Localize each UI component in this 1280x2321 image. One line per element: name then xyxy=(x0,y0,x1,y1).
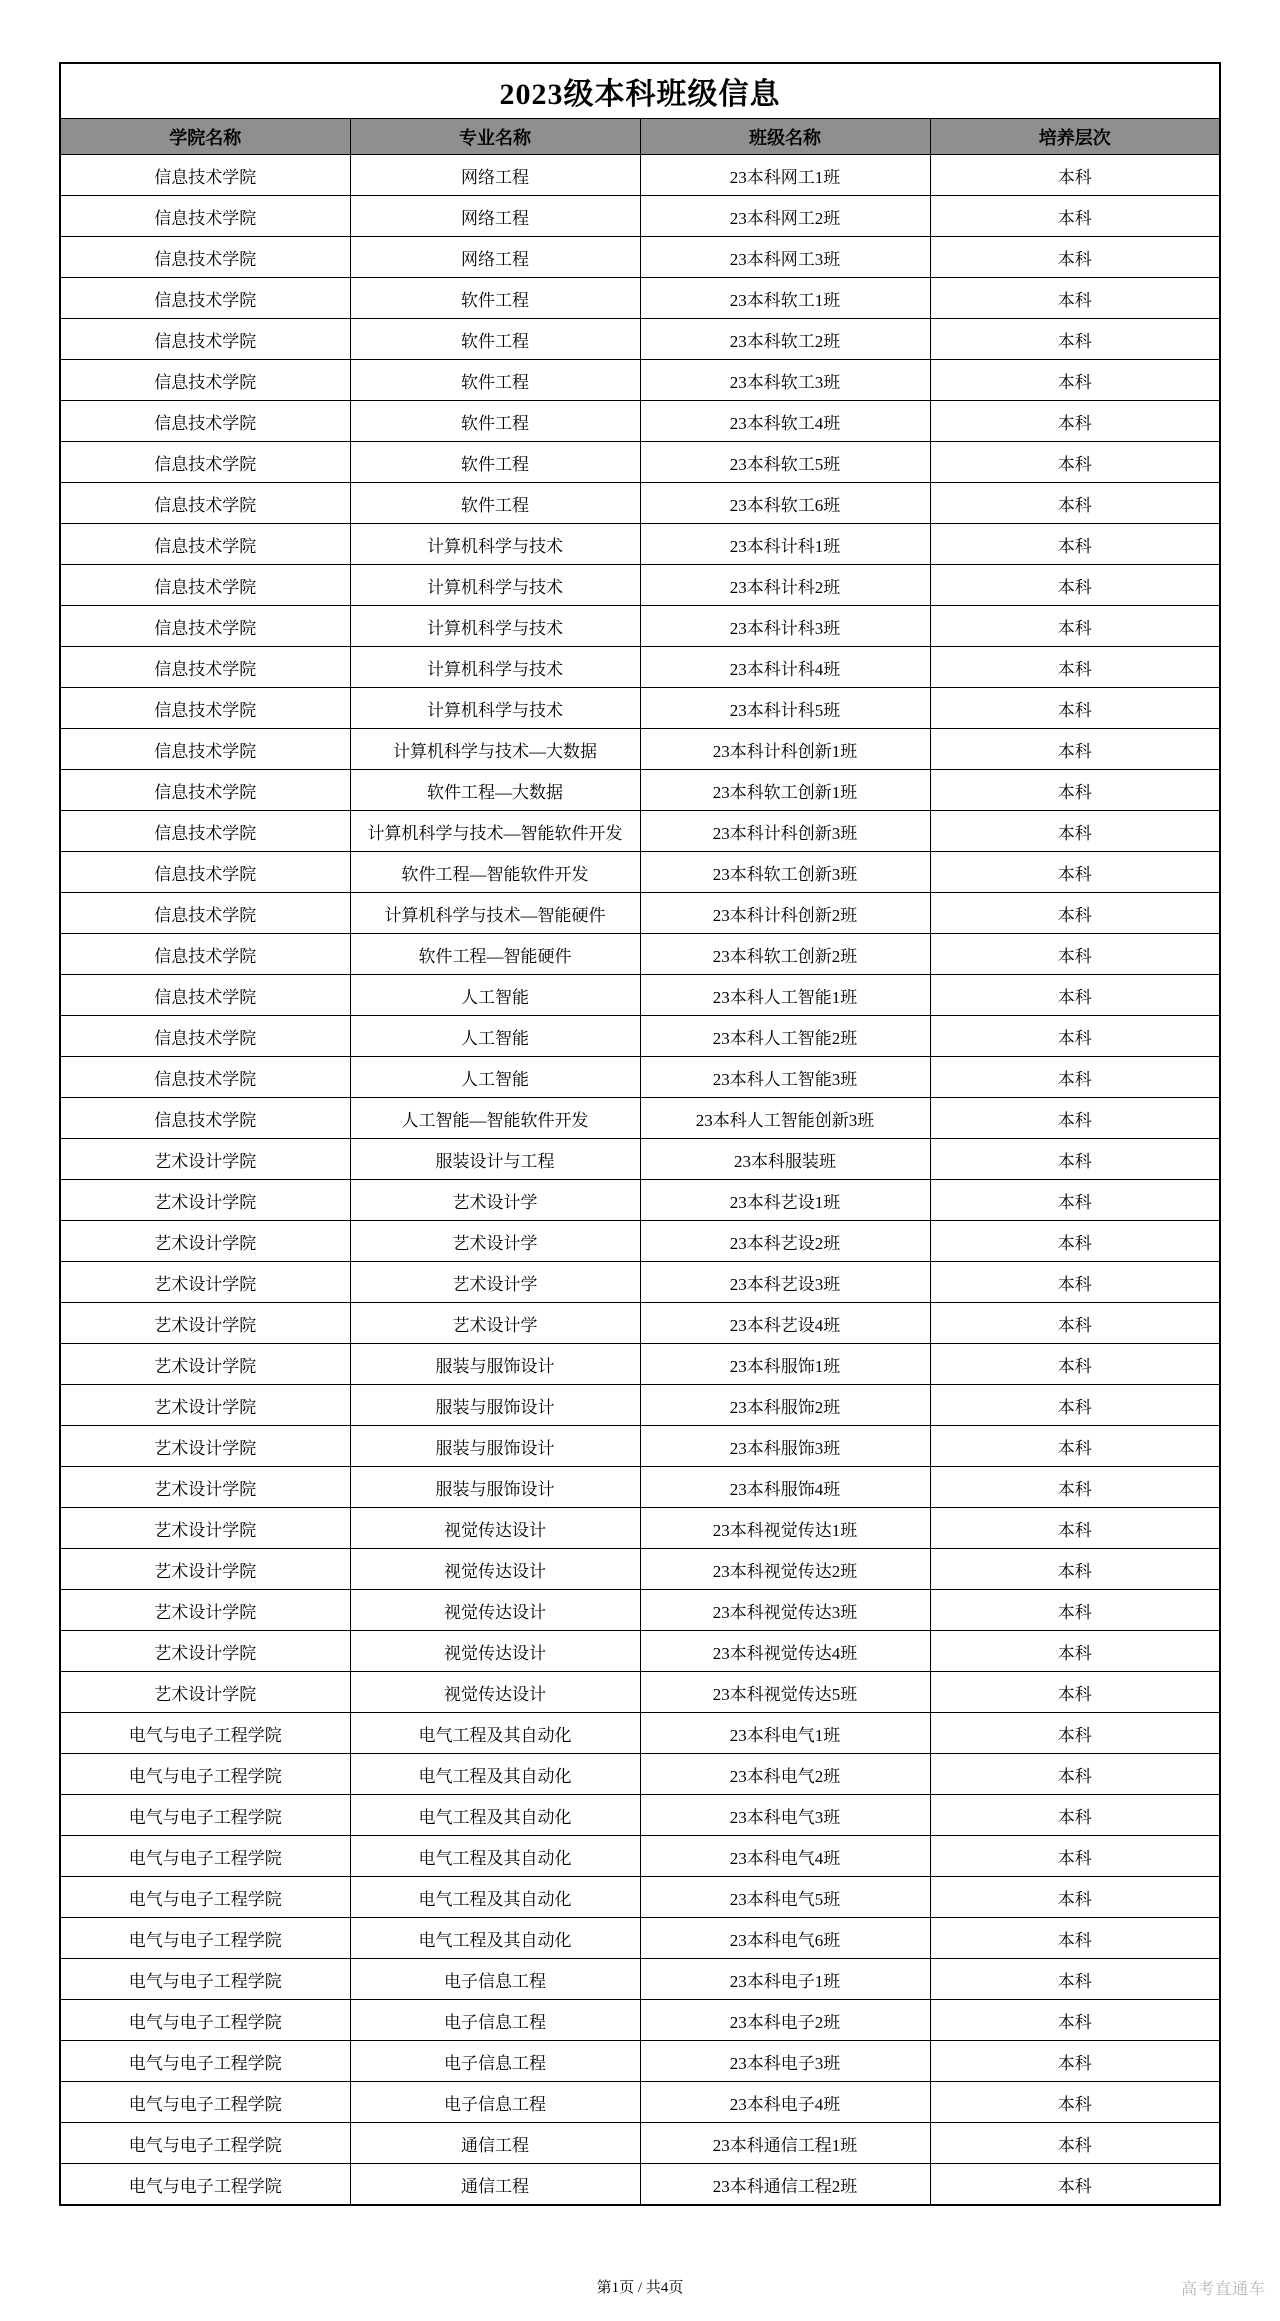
table-cell: 电气工程及其自动化 xyxy=(350,1754,640,1795)
table-cell: 本科 xyxy=(930,442,1220,483)
table-cell: 电气与电子工程学院 xyxy=(60,2082,350,2123)
table-cell: 23本科服饰3班 xyxy=(640,1426,930,1467)
table-cell: 艺术设计学院 xyxy=(60,1221,350,1262)
table-cell: 本科 xyxy=(930,1590,1220,1631)
table-row xyxy=(60,893,1220,934)
table-cell: 本科 xyxy=(930,893,1220,934)
table-cell: 艺术设计学院 xyxy=(60,1467,350,1508)
table-cell: 23本科软工3班 xyxy=(640,360,930,401)
table-cell: 23本科服饰4班 xyxy=(640,1467,930,1508)
table-cell: 电气与电子工程学院 xyxy=(60,1959,350,2000)
table-cell: 计算机科学与技术 xyxy=(350,524,640,565)
table-cell: 本科 xyxy=(930,1549,1220,1590)
table-row xyxy=(60,1549,1220,1590)
table-cell: 电气与电子工程学院 xyxy=(60,2041,350,2082)
table-cell: 本科 xyxy=(930,1180,1220,1221)
table-cell: 本科 xyxy=(930,1713,1220,1754)
table-cell: 本科 xyxy=(930,1754,1220,1795)
table-cell: 电气工程及其自动化 xyxy=(350,1877,640,1918)
table-cell: 本科 xyxy=(930,2041,1220,2082)
table-row xyxy=(60,1303,1220,1344)
header-row xyxy=(60,119,1220,155)
table-cell: 23本科软工创新1班 xyxy=(640,770,930,811)
table-row xyxy=(60,1877,1220,1918)
table-row xyxy=(60,1344,1220,1385)
table-cell: 本科 xyxy=(930,1344,1220,1385)
table-row xyxy=(60,770,1220,811)
table-cell: 23本科服饰2班 xyxy=(640,1385,930,1426)
table-cell: 电气与电子工程学院 xyxy=(60,2123,350,2164)
table-cell: 23本科电子2班 xyxy=(640,2000,930,2041)
table-cell: 23本科计科创新1班 xyxy=(640,729,930,770)
table-cell: 软件工程 xyxy=(350,360,640,401)
table-cell: 计算机科学与技术 xyxy=(350,647,640,688)
table-cell: 电气与电子工程学院 xyxy=(60,1754,350,1795)
table-row xyxy=(60,155,1220,196)
table-cell: 信息技术学院 xyxy=(60,893,350,934)
table-cell: 23本科视觉传达5班 xyxy=(640,1672,930,1713)
table-cell: 23本科人工智能1班 xyxy=(640,975,930,1016)
table-row xyxy=(60,852,1220,893)
table-cell: 电子信息工程 xyxy=(350,2041,640,2082)
table-cell: 本科 xyxy=(930,770,1220,811)
table-cell: 电子信息工程 xyxy=(350,1959,640,2000)
table-cell: 23本科艺设1班 xyxy=(640,1180,930,1221)
table-row xyxy=(60,2082,1220,2123)
table-cell: 信息技术学院 xyxy=(60,975,350,1016)
table-cell: 23本科艺设4班 xyxy=(640,1303,930,1344)
table-cell: 本科 xyxy=(930,1139,1220,1180)
table-cell: 信息技术学院 xyxy=(60,1057,350,1098)
table-cell: 艺术设计学院 xyxy=(60,1590,350,1631)
table-cell: 本科 xyxy=(930,2000,1220,2041)
table-row xyxy=(60,2000,1220,2041)
table-cell: 艺术设计学院 xyxy=(60,1139,350,1180)
table-cell: 艺术设计学 xyxy=(350,1221,640,1262)
table-cell: 本科 xyxy=(930,606,1220,647)
table-cell: 信息技术学院 xyxy=(60,1016,350,1057)
table-row xyxy=(60,1672,1220,1713)
table-body xyxy=(60,155,1220,2206)
table-cell: 本科 xyxy=(930,1795,1220,1836)
table-row xyxy=(60,2041,1220,2082)
table-cell: 本科 xyxy=(930,1016,1220,1057)
table-row xyxy=(60,1918,1220,1959)
table-row xyxy=(60,1385,1220,1426)
table-cell: 本科 xyxy=(930,360,1220,401)
table-cell: 网络工程 xyxy=(350,155,640,196)
table-cell: 视觉传达设计 xyxy=(350,1549,640,1590)
table-cell: 艺术设计学院 xyxy=(60,1426,350,1467)
table-cell: 软件工程 xyxy=(350,278,640,319)
table-cell: 本科 xyxy=(930,237,1220,278)
table-row xyxy=(60,1139,1220,1180)
table-row xyxy=(60,1221,1220,1262)
table-cell: 电气工程及其自动化 xyxy=(350,1836,640,1877)
table-cell: 23本科计科创新3班 xyxy=(640,811,930,852)
table-cell: 网络工程 xyxy=(350,196,640,237)
table-cell: 23本科软工2班 xyxy=(640,319,930,360)
table-cell: 服装与服饰设计 xyxy=(350,1467,640,1508)
table-cell: 信息技术学院 xyxy=(60,811,350,852)
table-cell: 23本科电气6班 xyxy=(640,1918,930,1959)
table-cell: 23本科网工3班 xyxy=(640,237,930,278)
table-row xyxy=(60,442,1220,483)
table-cell: 本科 xyxy=(930,1098,1220,1139)
table-cell: 电气与电子工程学院 xyxy=(60,1877,350,1918)
table-cell: 本科 xyxy=(930,1631,1220,1672)
table-row xyxy=(60,1426,1220,1467)
table-cell: 信息技术学院 xyxy=(60,524,350,565)
table-cell: 信息技术学院 xyxy=(60,278,350,319)
table-cell: 本科 xyxy=(930,1303,1220,1344)
table-cell: 电气与电子工程学院 xyxy=(60,1918,350,1959)
table-cell: 本科 xyxy=(930,1918,1220,1959)
table-cell: 信息技术学院 xyxy=(60,237,350,278)
table-row xyxy=(60,1098,1220,1139)
table-cell: 信息技术学院 xyxy=(60,401,350,442)
table-cell: 软件工程 xyxy=(350,483,640,524)
table-row xyxy=(60,524,1220,565)
table-cell: 信息技术学院 xyxy=(60,647,350,688)
table-cell: 信息技术学院 xyxy=(60,196,350,237)
table-cell: 本科 xyxy=(930,1262,1220,1303)
table-cell: 艺术设计学院 xyxy=(60,1508,350,1549)
table-row xyxy=(60,1057,1220,1098)
table-row xyxy=(60,729,1220,770)
table-cell: 艺术设计学 xyxy=(350,1180,640,1221)
table-row xyxy=(60,934,1220,975)
table-cell: 本科 xyxy=(930,1385,1220,1426)
table-cell: 服装与服饰设计 xyxy=(350,1426,640,1467)
column-header-4: 培养层次 xyxy=(930,119,1220,155)
table-cell: 信息技术学院 xyxy=(60,934,350,975)
table-row xyxy=(60,483,1220,524)
table-cell: 本科 xyxy=(930,2164,1220,2206)
table-cell: 电子信息工程 xyxy=(350,2082,640,2123)
table-cell: 23本科软工1班 xyxy=(640,278,930,319)
table-cell: 计算机科学与技术 xyxy=(350,688,640,729)
table-cell: 23本科视觉传达1班 xyxy=(640,1508,930,1549)
table-cell: 23本科视觉传达3班 xyxy=(640,1590,930,1631)
table-cell: 软件工程 xyxy=(350,442,640,483)
table-row xyxy=(60,1590,1220,1631)
table-cell: 电气工程及其自动化 xyxy=(350,1795,640,1836)
table-cell: 本科 xyxy=(930,1057,1220,1098)
table-row xyxy=(60,975,1220,1016)
table-row xyxy=(60,237,1220,278)
table-cell: 23本科电子3班 xyxy=(640,2041,930,2082)
table-cell: 23本科电子4班 xyxy=(640,2082,930,2123)
table-cell: 23本科电子1班 xyxy=(640,1959,930,2000)
table-cell: 23本科艺设2班 xyxy=(640,1221,930,1262)
watermark-text: 高考直通车 xyxy=(1180,2281,1266,2298)
table-cell: 计算机科学与技术—智能硬件 xyxy=(350,893,640,934)
table-cell: 艺术设计学院 xyxy=(60,1549,350,1590)
table-cell: 信息技术学院 xyxy=(60,770,350,811)
table-row xyxy=(60,2164,1220,2206)
table-cell: 软件工程 xyxy=(350,319,640,360)
table-cell: 本科 xyxy=(930,647,1220,688)
table-cell: 本科 xyxy=(930,934,1220,975)
table-row xyxy=(60,688,1220,729)
table-cell: 23本科软工创新3班 xyxy=(640,852,930,893)
column-header-3: 班级名称 xyxy=(640,119,930,155)
table-cell: 服装与服饰设计 xyxy=(350,1344,640,1385)
table-cell: 23本科服装班 xyxy=(640,1139,930,1180)
table-cell: 23本科计科4班 xyxy=(640,647,930,688)
table-cell: 23本科电气4班 xyxy=(640,1836,930,1877)
table-cell: 信息技术学院 xyxy=(60,606,350,647)
table-cell: 本科 xyxy=(930,975,1220,1016)
table-cell: 艺术设计学院 xyxy=(60,1303,350,1344)
table-cell: 计算机科学与技术—智能软件开发 xyxy=(350,811,640,852)
table-cell: 本科 xyxy=(930,688,1220,729)
table-cell: 23本科软工6班 xyxy=(640,483,930,524)
table-cell: 信息技术学院 xyxy=(60,729,350,770)
table-row xyxy=(60,1959,1220,2000)
table-cell: 本科 xyxy=(930,278,1220,319)
table-row xyxy=(60,811,1220,852)
table-cell: 计算机科学与技术 xyxy=(350,606,640,647)
table-cell: 电气工程及其自动化 xyxy=(350,1918,640,1959)
table-cell: 本科 xyxy=(930,1467,1220,1508)
table-cell: 23本科网工2班 xyxy=(640,196,930,237)
table-cell: 艺术设计学院 xyxy=(60,1385,350,1426)
table-cell: 电气与电子工程学院 xyxy=(60,2000,350,2041)
table-cell: 电气与电子工程学院 xyxy=(60,2164,350,2206)
table-cell: 23本科服饰1班 xyxy=(640,1344,930,1385)
table-cell: 信息技术学院 xyxy=(60,1098,350,1139)
table-cell: 本科 xyxy=(930,1959,1220,2000)
table-cell: 本科 xyxy=(930,524,1220,565)
table-cell: 视觉传达设计 xyxy=(350,1631,640,1672)
table-row xyxy=(60,319,1220,360)
page-number: 第1页 / 共4页 xyxy=(596,2280,684,2296)
table-row xyxy=(60,1180,1220,1221)
title-row xyxy=(60,63,1220,119)
table-cell: 通信工程 xyxy=(350,2164,640,2206)
table-cell: 网络工程 xyxy=(350,237,640,278)
table-cell: 23本科软工5班 xyxy=(640,442,930,483)
table-cell: 艺术设计学院 xyxy=(60,1344,350,1385)
table-cell: 23本科软工4班 xyxy=(640,401,930,442)
table-cell: 软件工程—智能硬件 xyxy=(350,934,640,975)
table-cell: 本科 xyxy=(930,155,1220,196)
table-cell: 23本科视觉传达4班 xyxy=(640,1631,930,1672)
table-cell: 软件工程 xyxy=(350,401,640,442)
table-cell: 23本科电气1班 xyxy=(640,1713,930,1754)
table-cell: 23本科人工智能2班 xyxy=(640,1016,930,1057)
table-row xyxy=(60,1754,1220,1795)
table-cell: 本科 xyxy=(930,811,1220,852)
table-cell: 本科 xyxy=(930,2082,1220,2123)
table-row xyxy=(60,1262,1220,1303)
table-row xyxy=(60,647,1220,688)
table-row xyxy=(60,401,1220,442)
table-cell: 艺术设计学院 xyxy=(60,1631,350,1672)
table-cell: 23本科通信工程2班 xyxy=(640,2164,930,2206)
table-cell: 艺术设计学 xyxy=(350,1262,640,1303)
table-cell: 23本科计科3班 xyxy=(640,606,930,647)
table-row xyxy=(60,565,1220,606)
table-cell: 电气工程及其自动化 xyxy=(350,1713,640,1754)
table-cell: 电子信息工程 xyxy=(350,2000,640,2041)
table-row xyxy=(60,278,1220,319)
table-cell: 23本科电气5班 xyxy=(640,1877,930,1918)
table-cell: 23本科网工1班 xyxy=(640,155,930,196)
table-row xyxy=(60,1795,1220,1836)
column-header-2: 专业名称 xyxy=(350,119,640,155)
table-cell: 23本科电气3班 xyxy=(640,1795,930,1836)
table-row xyxy=(60,1508,1220,1549)
table-cell: 本科 xyxy=(930,1672,1220,1713)
table-cell: 23本科艺设3班 xyxy=(640,1262,930,1303)
table-cell: 23本科计科5班 xyxy=(640,688,930,729)
table-cell: 23本科通信工程1班 xyxy=(640,2123,930,2164)
table-cell: 23本科计科2班 xyxy=(640,565,930,606)
table-cell: 艺术设计学 xyxy=(350,1303,640,1344)
table-row xyxy=(60,1467,1220,1508)
page-title: 2023级本科班级信息 xyxy=(60,63,1220,119)
table-cell: 本科 xyxy=(930,1877,1220,1918)
table-cell: 本科 xyxy=(930,196,1220,237)
table-cell: 计算机科学与技术—大数据 xyxy=(350,729,640,770)
table-cell: 本科 xyxy=(930,483,1220,524)
table-cell: 人工智能 xyxy=(350,1057,640,1098)
table-row xyxy=(60,360,1220,401)
table-cell: 信息技术学院 xyxy=(60,442,350,483)
table-cell: 视觉传达设计 xyxy=(350,1590,640,1631)
table-cell: 电气与电子工程学院 xyxy=(60,1836,350,1877)
table-cell: 23本科计科1班 xyxy=(640,524,930,565)
table-cell: 23本科人工智能3班 xyxy=(640,1057,930,1098)
table-cell: 信息技术学院 xyxy=(60,483,350,524)
table-cell: 软件工程—智能软件开发 xyxy=(350,852,640,893)
table-cell: 服装设计与工程 xyxy=(350,1139,640,1180)
table-cell: 本科 xyxy=(930,1426,1220,1467)
table-cell: 23本科视觉传达2班 xyxy=(640,1549,930,1590)
table-cell: 计算机科学与技术 xyxy=(350,565,640,606)
table-cell: 23本科软工创新2班 xyxy=(640,934,930,975)
table-cell: 艺术设计学院 xyxy=(60,1262,350,1303)
table-cell: 本科 xyxy=(930,2123,1220,2164)
table-row xyxy=(60,1713,1220,1754)
table-cell: 电气与电子工程学院 xyxy=(60,1713,350,1754)
table-cell: 人工智能 xyxy=(350,1016,640,1057)
table-cell: 本科 xyxy=(930,565,1220,606)
table-cell: 信息技术学院 xyxy=(60,319,350,360)
class-info-table xyxy=(59,62,1221,2206)
table-cell: 本科 xyxy=(930,1221,1220,1262)
table-row xyxy=(60,1836,1220,1877)
table-row xyxy=(60,196,1220,237)
table-cell: 艺术设计学院 xyxy=(60,1672,350,1713)
table-cell: 信息技术学院 xyxy=(60,360,350,401)
table-cell: 信息技术学院 xyxy=(60,155,350,196)
table-cell: 服装与服饰设计 xyxy=(350,1385,640,1426)
table-row xyxy=(60,2123,1220,2164)
table-cell: 通信工程 xyxy=(350,2123,640,2164)
table-row xyxy=(60,606,1220,647)
table-cell: 本科 xyxy=(930,401,1220,442)
table-cell: 艺术设计学院 xyxy=(60,1180,350,1221)
table-cell: 软件工程—大数据 xyxy=(350,770,640,811)
table-row xyxy=(60,1016,1220,1057)
table-cell: 23本科人工智能创新3班 xyxy=(640,1098,930,1139)
column-header-1: 学院名称 xyxy=(60,119,350,155)
table-cell: 23本科计科创新2班 xyxy=(640,893,930,934)
table-cell: 信息技术学院 xyxy=(60,852,350,893)
table-cell: 视觉传达设计 xyxy=(350,1672,640,1713)
table-cell: 23本科电气2班 xyxy=(640,1754,930,1795)
table-row xyxy=(60,1631,1220,1672)
table-cell: 电气与电子工程学院 xyxy=(60,1795,350,1836)
table-cell: 本科 xyxy=(930,852,1220,893)
table-cell: 本科 xyxy=(930,319,1220,360)
table-cell: 本科 xyxy=(930,1836,1220,1877)
table-cell: 视觉传达设计 xyxy=(350,1508,640,1549)
table-cell: 信息技术学院 xyxy=(60,688,350,729)
table-cell: 信息技术学院 xyxy=(60,565,350,606)
table-cell: 人工智能 xyxy=(350,975,640,1016)
table-cell: 本科 xyxy=(930,1508,1220,1549)
table-cell: 本科 xyxy=(930,729,1220,770)
table-cell: 人工智能—智能软件开发 xyxy=(350,1098,640,1139)
